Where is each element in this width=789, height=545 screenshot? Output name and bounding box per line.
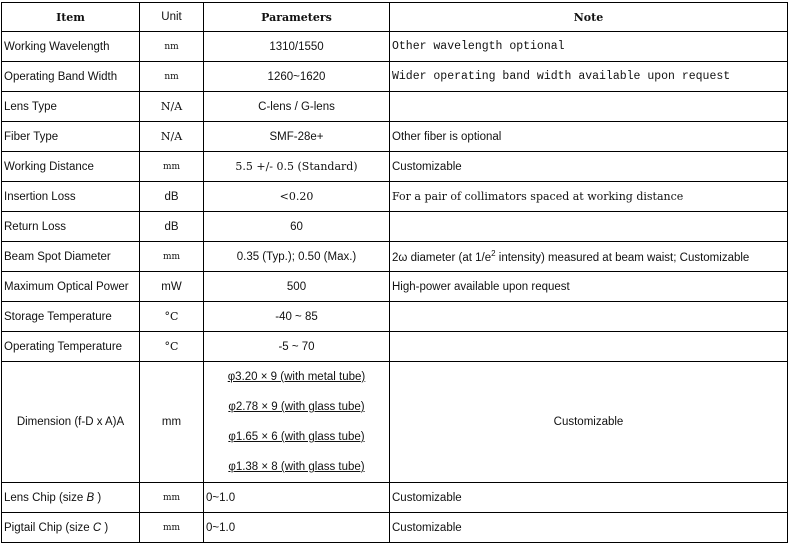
- dimension-note: Customizable: [390, 362, 788, 483]
- row-param: SMF-28e+: [204, 122, 390, 152]
- dimension-param: φ2.78 × 9 (with glass tube): [228, 401, 365, 413]
- row-item: Insertion Loss: [2, 182, 140, 212]
- row-unit: dB: [140, 212, 204, 242]
- table-row: [2, 272, 788, 302]
- row-item: [2, 513, 140, 543]
- item-text: ): [94, 491, 102, 504]
- row-note: [390, 332, 788, 362]
- row-unit: °C: [140, 332, 204, 362]
- dimension-param: φ1.65 × 6 (with glass tube): [228, 431, 365, 443]
- row-unit: °C: [140, 302, 204, 332]
- row-unit: mm: [140, 242, 204, 272]
- table-row: [2, 483, 788, 513]
- row-item: Maximum Optical Power: [2, 272, 140, 302]
- table-row: [2, 182, 788, 212]
- table-row: [2, 513, 788, 543]
- row-note: Customizable: [390, 513, 788, 543]
- item-text: ): [101, 521, 109, 534]
- row-note: Customizable: [390, 152, 788, 182]
- header-parameters: Parameters: [204, 3, 390, 32]
- note-superscript: 2: [491, 249, 496, 259]
- row-item: [2, 483, 140, 513]
- item-variable: B: [86, 491, 95, 504]
- item-variable: C: [92, 521, 102, 534]
- row-item: Operating Temperature: [2, 332, 140, 362]
- table-row: [2, 302, 788, 332]
- row-unit: mm: [140, 152, 204, 182]
- dimension-param: φ3.20 × 9 (with metal tube): [227, 371, 366, 383]
- row-param: 0~1.0: [204, 483, 390, 513]
- header-item: Item: [2, 3, 140, 32]
- row-item: Lens Type: [2, 92, 140, 122]
- spec-table: [1, 2, 788, 543]
- row-param: 5.5 +/- 0.5 (Standard): [204, 152, 390, 182]
- item-text: Pigtail Chip (size: [4, 521, 93, 534]
- row-item: Beam Spot Diameter: [2, 242, 140, 272]
- row-note: Other fiber is optional: [390, 122, 788, 152]
- row-param: -5 ~ 70: [204, 332, 390, 362]
- row-param: 0.35 (Typ.); 0.50 (Max.): [204, 242, 390, 272]
- row-note: Customizable: [390, 483, 788, 513]
- row-item: Working Wavelength: [2, 32, 140, 62]
- table-row: [2, 332, 788, 362]
- header-unit: Unit: [140, 3, 204, 32]
- row-param: 500: [204, 272, 390, 302]
- dimension-param: φ1.38 × 8 (with glass tube): [228, 461, 365, 473]
- note-text: intensity) measured at beam waist; Customizable: [495, 251, 750, 264]
- row-unit: N/A: [140, 92, 204, 122]
- row-item: Return Loss: [2, 212, 140, 242]
- row-note: High-power available upon request: [390, 272, 788, 302]
- row-unit: mW: [140, 272, 204, 302]
- row-note: Wider operating band width available upon request: [390, 62, 788, 92]
- row-note: [390, 302, 788, 332]
- item-text: Lens Chip (size: [4, 491, 87, 504]
- row-param: 1310/1550: [204, 32, 390, 62]
- row-unit: dB: [140, 182, 204, 212]
- table-row: [2, 32, 788, 62]
- table-row: [2, 242, 788, 272]
- table-row: [2, 62, 788, 92]
- row-item: Fiber Type: [2, 122, 140, 152]
- row-note: For a pair of collimators spaced at working distance: [390, 182, 788, 212]
- header-note: Note: [390, 3, 788, 32]
- row-note: [390, 212, 788, 242]
- row-unit: nm: [140, 32, 204, 62]
- row-param: C-lens / G-lens: [204, 92, 390, 122]
- dimension-params: [204, 362, 390, 483]
- table-row: [2, 122, 788, 152]
- table-row: [2, 92, 788, 122]
- row-unit: N/A: [140, 122, 204, 152]
- row-param: 1260~1620: [204, 62, 390, 92]
- row-param: 60: [204, 212, 390, 242]
- row-note: Other wavelength optional: [390, 32, 788, 62]
- row-param: -40 ~ 85: [204, 302, 390, 332]
- row-unit: nm: [140, 62, 204, 92]
- row-param: 0~1.0: [204, 513, 390, 543]
- row-item: Operating Band Width: [2, 62, 140, 92]
- row-unit: mm: [140, 513, 204, 543]
- dimension-row: [2, 362, 788, 483]
- row-item: Working Distance: [2, 152, 140, 182]
- dimension-item: Dimension (f-D x A)A: [2, 362, 140, 483]
- row-param: <0.20: [204, 182, 390, 212]
- dimension-unit: mm: [140, 362, 204, 483]
- row-note: [390, 92, 788, 122]
- header-row: [2, 3, 788, 32]
- row-note: [390, 242, 788, 272]
- table-row: [2, 152, 788, 182]
- note-text: 2ω diameter (at 1/e: [392, 251, 492, 264]
- table-row: [2, 212, 788, 242]
- row-unit: mm: [140, 483, 204, 513]
- row-item: Storage Temperature: [2, 302, 140, 332]
